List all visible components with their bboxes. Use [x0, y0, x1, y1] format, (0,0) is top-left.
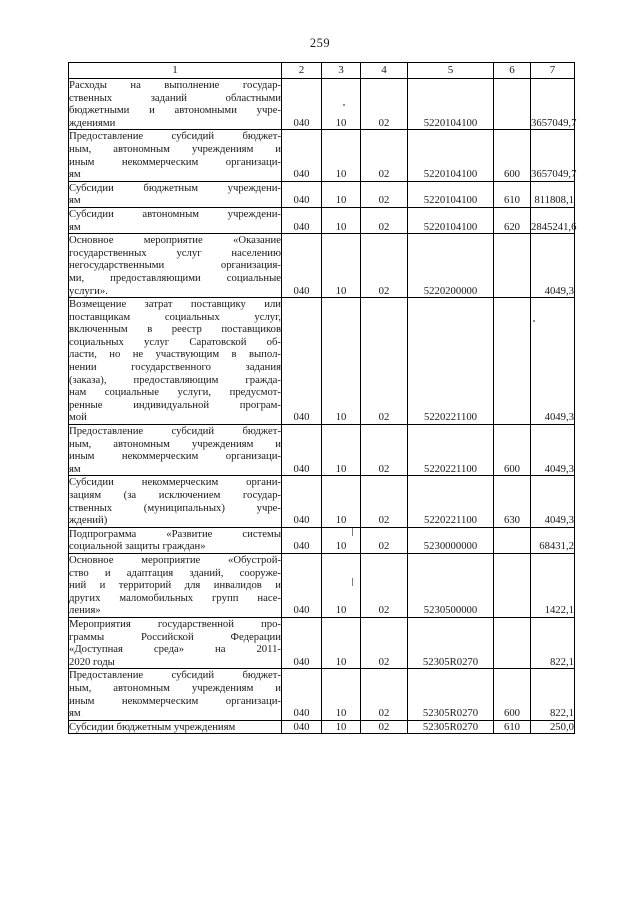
- row-name-cell: [69, 234, 282, 298]
- row-name-cell: [69, 79, 282, 130]
- row-name-line: ми, предоставляющими социальные: [69, 271, 281, 284]
- row-name-line: ным, автономным учреждениям и: [69, 681, 281, 694]
- row-name-line: Предоставление субсидий бюджет-: [69, 425, 281, 438]
- code-target-cell: 5220221100: [408, 425, 494, 476]
- table-header-row: [69, 63, 575, 79]
- column-header-7: 7: [531, 63, 575, 79]
- code-razdel-cell: 10: [322, 79, 361, 130]
- code-podrazdel-cell: 02: [361, 720, 408, 734]
- table-row: [69, 527, 575, 553]
- table-row: [69, 720, 575, 734]
- code-podrazdel-cell: 02: [361, 617, 408, 668]
- code-razdel-cell: 10: [322, 527, 361, 553]
- table-row: [69, 298, 575, 425]
- row-name-line: услуги».: [69, 284, 108, 297]
- row-name-line: ям: [69, 707, 81, 720]
- row-name-line: ждений): [69, 514, 108, 527]
- column-header-4: 4: [361, 63, 408, 79]
- scan-mark: [352, 528, 353, 536]
- code-vid-cell: 600: [494, 130, 531, 181]
- row-name-line: 2020 годы: [69, 655, 115, 668]
- amount-cell: 822,1: [531, 669, 575, 720]
- budget-table-container: [68, 62, 577, 734]
- row-name-line: ным, автономным учреждениям и: [69, 142, 281, 155]
- amount-cell: 2845241,6: [531, 207, 575, 233]
- code-target-cell: 52305R0270: [408, 669, 494, 720]
- amount-cell: 1422,1: [531, 553, 575, 617]
- table-row: [69, 669, 575, 720]
- table-row: [69, 234, 575, 298]
- row-name-line: иным некоммерческим организаци-: [69, 450, 281, 463]
- code-podrazdel-cell: 02: [361, 553, 408, 617]
- table-row: [69, 476, 575, 527]
- row-name-cell: [69, 553, 282, 617]
- code-razdel-cell: 10: [322, 720, 361, 734]
- row-name-line: «Доступная среда» на 2011-: [69, 643, 281, 656]
- amount-cell: 4049,3: [531, 298, 575, 425]
- code-razdel-cell: 10: [322, 207, 361, 233]
- budget-table: [68, 62, 575, 734]
- row-name-line: нам социальные услуги, предусмот-: [69, 386, 281, 399]
- code-target-cell: 52305R0270: [408, 720, 494, 734]
- row-name-line: ренные индивидуальной програм-: [69, 398, 281, 411]
- row-name-line: ждениями: [69, 116, 116, 129]
- amount-cell: 822,1: [531, 617, 575, 668]
- code-razdel-cell: 10: [322, 130, 361, 181]
- row-name-line: поставщикам социальных услуг,: [69, 310, 281, 323]
- row-name-cell: [69, 130, 282, 181]
- code-razdel-cell: 10: [322, 298, 361, 425]
- row-name-line: ным, автономным учреждениям и: [69, 437, 281, 450]
- table-row: [69, 130, 575, 181]
- code-vedomstvo-cell: 040: [282, 527, 322, 553]
- table-row: [69, 425, 575, 476]
- page-number: 259: [309, 36, 331, 50]
- code-vedomstvo-cell: 040: [282, 234, 322, 298]
- row-name-line: других маломобильных групп насе-: [69, 591, 281, 604]
- scan-mark: [352, 578, 353, 586]
- code-razdel-cell: 10: [322, 181, 361, 207]
- code-razdel-cell: 10: [322, 617, 361, 668]
- code-razdel-cell: 10: [322, 476, 361, 527]
- code-razdel-cell: 10: [322, 553, 361, 617]
- code-podrazdel-cell: 02: [361, 130, 408, 181]
- code-target-cell: 52305R0270: [408, 617, 494, 668]
- table-row: [69, 79, 575, 130]
- code-podrazdel-cell: 02: [361, 669, 408, 720]
- row-name-line: иным некоммерческим организаци-: [69, 694, 281, 707]
- row-name-line: ям: [69, 194, 81, 207]
- row-name-line: Мероприятия государственной про-: [69, 617, 281, 630]
- row-name-line: социальной защиты граждан»: [69, 540, 206, 553]
- column-header-6: 6: [494, 63, 531, 79]
- row-name-line: ство и адаптация зданий, сооруже-: [69, 566, 281, 579]
- code-vedomstvo-cell: 040: [282, 553, 322, 617]
- row-name-line: (заказа), предоставляющим гражда-: [69, 373, 281, 386]
- amount-cell: 3657049,7: [531, 79, 575, 130]
- row-name-line: государственных услуг населению: [69, 246, 281, 259]
- code-vid-cell: 610: [494, 181, 531, 207]
- row-name-line: ственных (муниципальных) учре-: [69, 501, 281, 514]
- code-vid-cell: 600: [494, 669, 531, 720]
- code-vedomstvo-cell: 040: [282, 669, 322, 720]
- code-vid-cell: 620: [494, 207, 531, 233]
- code-vid-cell: 610: [494, 720, 531, 734]
- row-name-line: включенным в реестр поставщиков: [69, 323, 281, 336]
- code-vedomstvo-cell: 040: [282, 425, 322, 476]
- code-podrazdel-cell: 02: [361, 298, 408, 425]
- code-vid-cell: [494, 298, 531, 425]
- code-target-cell: 5230500000: [408, 553, 494, 617]
- code-target-cell: 5220104100: [408, 207, 494, 233]
- code-vid-cell: [494, 553, 531, 617]
- code-vid-cell: [494, 234, 531, 298]
- row-name-line: негосударственными организация-: [69, 259, 281, 272]
- row-name-cell: [69, 527, 282, 553]
- row-name-cell: [69, 425, 282, 476]
- code-razdel-cell: 10: [322, 425, 361, 476]
- row-name-line: Субсидии бюджетным учреждениям: [69, 720, 236, 733]
- row-name-line: Субсидии некоммерческим органи-: [69, 476, 281, 489]
- row-name-cell: [69, 181, 282, 207]
- scan-speck: [343, 104, 345, 106]
- code-podrazdel-cell: 02: [361, 79, 408, 130]
- row-name-line: социальных услуг Саратовской об-: [69, 335, 281, 348]
- code-target-cell: 5220104100: [408, 130, 494, 181]
- amount-cell: 4049,3: [531, 476, 575, 527]
- scan-speck: [533, 320, 535, 322]
- row-name-line: ям: [69, 462, 81, 475]
- code-vid-cell: [494, 79, 531, 130]
- code-target-cell: 5230000000: [408, 527, 494, 553]
- row-name-line: ям: [69, 220, 81, 233]
- code-vid-cell: 630: [494, 476, 531, 527]
- row-name-line: Подпрограмма «Развитие системы: [69, 527, 281, 540]
- row-name-line: граммы Российской Федерации: [69, 630, 281, 643]
- row-name-cell: [69, 617, 282, 668]
- row-name-cell: [69, 298, 282, 425]
- code-podrazdel-cell: 02: [361, 181, 408, 207]
- row-name-cell: [69, 207, 282, 233]
- code-vedomstvo-cell: 040: [282, 617, 322, 668]
- row-name-line: Возмещение затрат поставщику или: [69, 298, 281, 311]
- row-name-line: ям: [69, 168, 81, 181]
- row-name-line: иным некоммерческим организаци-: [69, 155, 281, 168]
- code-vedomstvo-cell: 040: [282, 79, 322, 130]
- code-vid-cell: 600: [494, 425, 531, 476]
- amount-cell: 4049,3: [531, 234, 575, 298]
- column-header-2: 2: [282, 63, 322, 79]
- code-vid-cell: [494, 617, 531, 668]
- column-header-5: 5: [408, 63, 494, 79]
- row-name-line: ления»: [69, 604, 101, 617]
- amount-cell: 250,0: [531, 720, 575, 734]
- row-name-line: Основное мероприятие «Оказание: [69, 234, 281, 247]
- table-body: [69, 79, 575, 734]
- table-row: [69, 207, 575, 233]
- code-vid-cell: [494, 527, 531, 553]
- code-vedomstvo-cell: 040: [282, 720, 322, 734]
- amount-cell: 811808,1: [531, 181, 575, 207]
- table-row: [69, 181, 575, 207]
- amount-cell: 68431,2: [531, 527, 575, 553]
- code-podrazdel-cell: 02: [361, 425, 408, 476]
- row-name-line: зациям (за исключением государ-: [69, 489, 281, 501]
- code-vedomstvo-cell: 040: [282, 298, 322, 425]
- row-name-cell: [69, 476, 282, 527]
- row-name-line: нении государственного задания: [69, 361, 281, 374]
- code-podrazdel-cell: 02: [361, 207, 408, 233]
- code-vedomstvo-cell: 040: [282, 181, 322, 207]
- code-razdel-cell: 10: [322, 669, 361, 720]
- column-header-1: 1: [69, 63, 282, 79]
- row-name-cell: [69, 669, 282, 720]
- table-row: [69, 617, 575, 668]
- code-target-cell: 5220200000: [408, 234, 494, 298]
- code-target-cell: 5220221100: [408, 476, 494, 527]
- row-name-cell: [69, 720, 282, 734]
- code-podrazdel-cell: 02: [361, 476, 408, 527]
- code-vedomstvo-cell: 040: [282, 476, 322, 527]
- row-name-line: ственных заданий областными: [69, 91, 281, 104]
- amount-cell: 3657049,7: [531, 130, 575, 181]
- code-podrazdel-cell: 02: [361, 234, 408, 298]
- code-vedomstvo-cell: 040: [282, 130, 322, 181]
- row-name-line: Субсидии бюджетным учреждени-: [69, 181, 281, 194]
- column-header-3: 3: [322, 63, 361, 79]
- row-name-line: ний и территорий для инвалидов и: [69, 579, 281, 592]
- row-name-line: Основное мероприятие «Обустрой-: [69, 553, 281, 566]
- code-razdel-cell: 10: [322, 234, 361, 298]
- row-name-line: ласти, но не участвующим в выпол-: [69, 348, 281, 361]
- amount-cell: 4049,3: [531, 425, 575, 476]
- row-name-line: Предоставление субсидий бюджет-: [69, 130, 281, 143]
- code-target-cell: 5220221100: [408, 298, 494, 425]
- code-target-cell: 5220104100: [408, 181, 494, 207]
- code-podrazdel-cell: 02: [361, 527, 408, 553]
- row-name-line: Субсидии автономным учреждени-: [69, 207, 281, 220]
- row-name-line: Предоставление субсидий бюджет-: [69, 669, 281, 682]
- row-name-line: Расходы на выполнение государ-: [69, 79, 281, 91]
- code-target-cell: 5220104100: [408, 79, 494, 130]
- row-name-line: бюджетными и автономными учре-: [69, 104, 281, 117]
- row-name-line: мой: [69, 411, 87, 424]
- table-row: [69, 553, 575, 617]
- code-vedomstvo-cell: 040: [282, 207, 322, 233]
